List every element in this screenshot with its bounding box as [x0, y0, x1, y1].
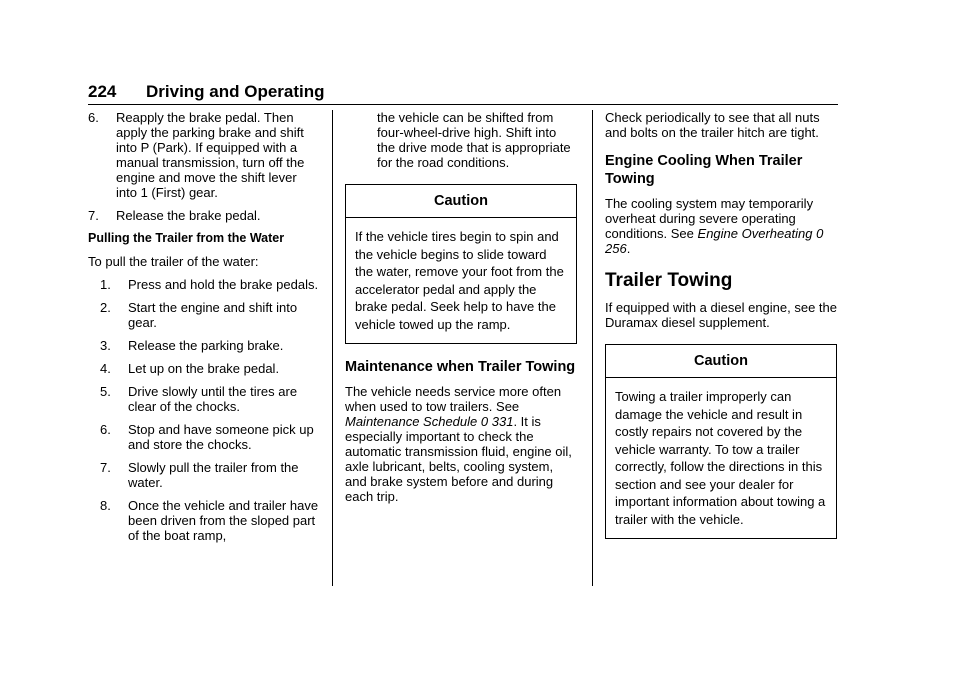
step-text: Stop and have someone pick up and store the chocks. [128, 422, 314, 452]
step-text: Reapply the brake pedal. Then apply the parking brake and shift into P (Park). If equipped with a manual transmission, turn off the engine and move the shift lever into 1 (First) gear. [116, 110, 305, 200]
step-number: 1. [100, 277, 111, 292]
column-left [88, 110, 320, 551]
caution-body: If the vehicle tires begin to spin and the vehicle begins to slide toward the water, remove your foot from the accelerator pedal and apply the brake pedal. Seek help to have the vehicle towed up the ramp. [355, 229, 564, 332]
list-item [88, 460, 320, 490]
page-number: 224 [88, 82, 117, 101]
list-item [88, 277, 320, 292]
step-text: Drive slowly until the tires are clear of the chocks. [128, 384, 298, 414]
paragraph-text: The vehicle needs service more often when used to tow trailers. See [345, 384, 562, 414]
list-item [88, 498, 320, 543]
column-right [605, 110, 837, 553]
list-item [88, 361, 320, 376]
step-text: Once the vehicle and trailer have been driven from the sloped part of the boat ramp, [128, 498, 319, 543]
reference-title: Maintenance Schedule [345, 414, 478, 429]
continuation-text: the vehicle can be shifted from four-wheel-drive high. Shift into the drive mode that is appropriate for the road conditions. [377, 110, 571, 170]
caution-title: Caution [346, 185, 576, 218]
section-heading: Maintenance when Trailer Towing [345, 359, 576, 375]
caution-title: Caution [606, 345, 836, 378]
page-header [88, 82, 325, 102]
step-text: Press and hold the brake pedals. [128, 277, 319, 292]
step-text: Release the parking brake. [128, 338, 284, 353]
step-list-a [88, 110, 320, 223]
paragraph-text: . [626, 241, 631, 256]
subheading: Pulling the Trailer from the Water [88, 231, 285, 245]
intro-text: Check periodically to see that all nuts and bolts on the trailer hitch are tight. [605, 110, 820, 140]
section-heading: Engine Cooling When Trailer Towing [605, 153, 803, 187]
step-text: Slowly pull the trailer from the water. [128, 460, 299, 490]
step-text: Start the engine and shift into gear. [128, 300, 298, 330]
step-number: 7. [88, 208, 99, 223]
step-number: 4. [100, 361, 111, 376]
list-item [88, 422, 320, 452]
step-number: 7. [100, 460, 111, 475]
step-number: 8. [100, 498, 111, 513]
step-number: 3. [100, 338, 111, 353]
paragraph [345, 384, 577, 504]
paragraph-text: The cooling system may temporarily overheat during severe operating conditions. See [605, 196, 814, 241]
reference-page: 0 256 [605, 226, 824, 256]
list-item [88, 110, 320, 200]
step-number: 2. [100, 300, 111, 315]
intro-text: To pull the trailer of the water: [88, 254, 259, 269]
section-title: Driving and Operating [146, 82, 325, 101]
step-text: Release the brake pedal. [116, 208, 261, 223]
paragraph: If equipped with a diesel engine, see the Duramax diesel supplement. [605, 300, 838, 330]
paragraph-text: . It is especially important to check the automatic transmission fluid, engine oil, axle lubricant, belts, cooling system, and brake system before and during each trip. [345, 414, 572, 504]
column-divider [332, 110, 333, 586]
list-item [88, 208, 320, 223]
caution-box [345, 184, 577, 344]
list-item [88, 384, 320, 414]
main-heading: Trailer Towing [605, 270, 733, 291]
caution-body: Towing a trailer improperly can damage the vehicle and result in costly repairs not covered by the vehicle warranty. To tow a trailer correctly, follow the directions in this section and see your dealer for important information about towing a trailer with the vehicle. [615, 389, 826, 527]
caution-box [605, 344, 837, 539]
list-item [88, 300, 320, 330]
cross-reference-link[interactable] [345, 414, 513, 429]
column-middle [345, 110, 577, 512]
column-divider [592, 110, 593, 586]
header-rule [88, 104, 838, 105]
paragraph [605, 196, 837, 256]
reference-page: 0 331 [480, 414, 514, 429]
step-text: Let up on the brake pedal. [128, 361, 280, 376]
step-number: 6. [100, 422, 111, 437]
reference-title: Engine Overheating [697, 226, 813, 241]
step-number: 6. [88, 110, 99, 125]
step-number: 5. [100, 384, 111, 399]
list-item [88, 338, 320, 353]
step-list-b [88, 277, 320, 543]
